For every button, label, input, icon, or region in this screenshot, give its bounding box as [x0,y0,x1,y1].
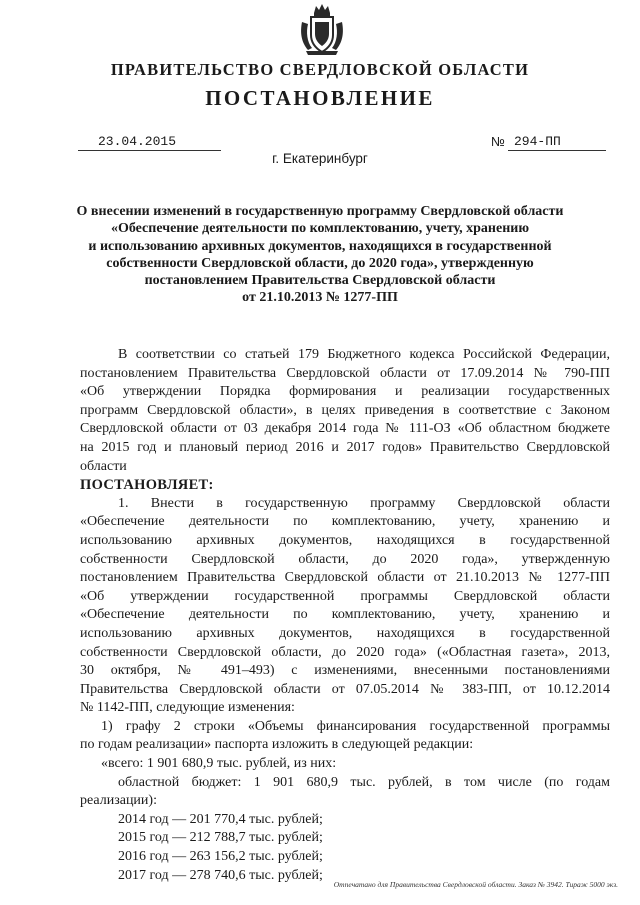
subitem-line: по годам реализации» паспорта изложить в следующей редакции: [80,737,474,753]
print-footer: Отпечатано для Правительства Свердловской области. Заказ № 3942. Тираж 5000 экз. [333,880,618,889]
regional-budget-line: областной бюджет: 1 901 680,9 тыс. рублей, в том числе (по годам [118,774,610,790]
preamble-line: на 2015 год и плановый период 2016 и 2017 годов» Правительство Свердловской [80,439,610,455]
preamble-line: области [80,458,127,474]
item-line: Правительства Свердловской области от 07.05.2014 № 383-ПП, от 10.12.2014 [80,681,610,697]
government-name: ПРАВИТЕЛЬСТВО СВЕРДЛОВСКОЙ ОБЛАСТИ [110,60,530,79]
year-line: 2017 год — 278 740,6 тыс. рублей; [118,867,323,883]
document-type: ПОСТАНОВЛЕНИЕ [205,86,435,110]
decree-number: 294-ПП [514,134,561,149]
preamble-line: В соответствии со статьей 179 Бюджетного кодекса Российской Федерации, [118,347,610,362]
item-line: 30 октября, № 491–493) с изменениями, внесенными постановлениями [80,663,610,679]
preamble-line: программ Свердловской области», в целях приведения в соответствие с Законом [80,402,610,418]
item-line: «Обеспечение деятельности по комплектованию, учету, хранению и [80,607,610,623]
title-line: «Обеспечение деятельности по комплектованию, учету, хранению [110,221,530,237]
decree-body [80,346,610,885]
item-line: собственности Свердловской области, до 2020 года» («Областная газета», 2013, [80,644,610,660]
title-line: О внесении изменений в государственную программу Свердловской области [76,204,564,219]
number-sign: № [491,134,505,149]
regional-budget-line: реализации): [80,793,157,809]
preamble-line: Свердловской области от 03 декабря 2014 года № 111-ОЗ «Об областном бюджете [80,421,610,437]
item-line: собственности Свердловской области, до 2020 года», утвержденную [80,551,610,567]
item-line: № 1142-ПП, следующие изменения: [80,700,295,716]
decree-date: 23.04.2015 [98,134,177,149]
item-line: 1. Внести в государственную программу Свердловской области [118,495,610,511]
item-line: использованию архивных документов, находящихся в государственной [80,532,610,548]
title-line: от 21.10.2013 № 1277-ПП [242,290,398,306]
decree-title [40,203,600,307]
item-line: «Обеспечение деятельности по комплектованию, учету, хранению и [80,514,610,530]
year-line: 2016 год — 263 156,2 тыс. рублей; [118,849,323,865]
year-line: 2014 год — 201 770,4 тыс. рублей; [118,811,323,827]
city: г. Екатеринбург [272,151,368,166]
preamble-line: постановлением Правительства Свердловской области от 17.09.2014 № 790-ПП [80,365,610,381]
item-line: «Об утверждении государственной программы Свердловской области [80,588,610,604]
year-line: 2015 год — 212 788,7 тыс. рублей; [118,830,323,846]
total-line: «всего: 1 901 680,9 тыс. рублей, из них: [101,756,337,772]
item-line: постановлением Правительства Свердловской области от 21.10.2013 № 1277-ПП [80,570,610,586]
title-line: собственности Свердловской области, до 2020 года», утвержденную [106,255,534,271]
resolves-heading: ПОСТАНОВЛЯЕТ: [80,477,214,494]
coat-of-arms-icon [298,2,346,56]
preamble-line: «Об утверждении Порядка формирования и реализации государственных [80,384,610,400]
item-line: использованию архивных документов, находящихся в государственной [80,625,610,641]
title-line: и использованию архивных документов, находящихся в государственной [88,238,552,254]
subitem-line: 1) графу 2 строки «Объемы финансирования государственной программы [101,718,610,734]
title-line: постановлением Правительства Свердловской области [144,273,496,289]
